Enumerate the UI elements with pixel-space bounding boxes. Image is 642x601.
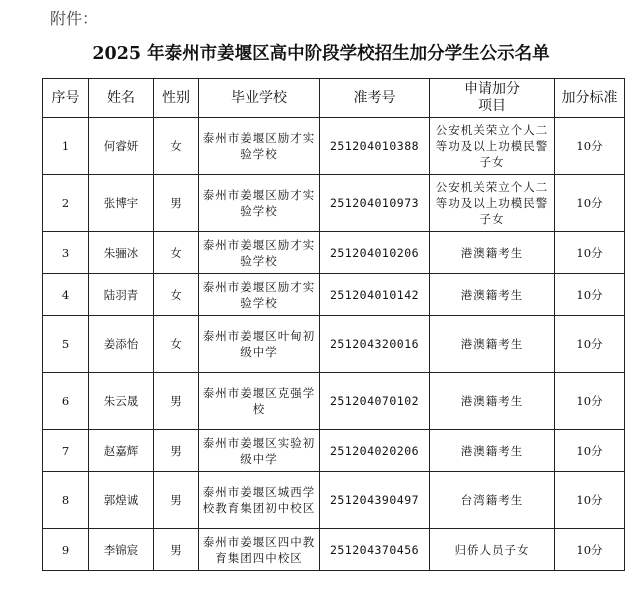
cell-gender: 男: [154, 175, 199, 232]
cell-school: 泰州市姜堰区四中教育集团四中校区: [199, 529, 320, 571]
cell-seq: 8: [43, 472, 89, 529]
cell-bonus: 10分: [555, 232, 625, 274]
cell-name: 李锦宸: [89, 529, 154, 571]
cell-seq: 6: [43, 373, 89, 430]
cell-exam-no: 251204320016: [320, 316, 430, 373]
cell-item: 港澳籍考生: [430, 232, 555, 274]
cell-seq: 1: [43, 118, 89, 175]
cell-name: 陆羽青: [89, 274, 154, 316]
cell-name: 何睿妍: [89, 118, 154, 175]
cell-seq: 3: [43, 232, 89, 274]
cell-item: 港澳籍考生: [430, 316, 555, 373]
cell-school: 泰州市姜堰区叶甸初级中学: [199, 316, 320, 373]
cell-item: 港澳籍考生: [430, 373, 555, 430]
cell-exam-no: 251204390497: [320, 472, 430, 529]
header-item: [430, 79, 555, 118]
cell-bonus: 10分: [555, 529, 625, 571]
cell-seq: 4: [43, 274, 89, 316]
table-row: [43, 373, 625, 430]
cell-exam-no: 251204010973: [320, 175, 430, 232]
table-row: [43, 118, 625, 175]
cell-seq: 5: [43, 316, 89, 373]
cell-school: 泰州市姜堰区克强学校: [199, 373, 320, 430]
cell-bonus: 10分: [555, 373, 625, 430]
cell-seq: 2: [43, 175, 89, 232]
cell-item: 公安机关荣立个人二等功及以上功模民警子女: [430, 175, 555, 232]
cell-exam-no: 251204370456: [320, 529, 430, 571]
cell-item: 归侨人员子女: [430, 529, 555, 571]
header-item-line2: 项目: [478, 98, 506, 114]
header-seq: 序号: [43, 79, 89, 118]
cell-gender: 女: [154, 316, 199, 373]
cell-name: 赵嘉辉: [89, 430, 154, 472]
header-exam-no: 准考号: [320, 79, 430, 118]
table-row: [43, 232, 625, 274]
page-title: 2025 年泰州市姜堰区高中阶段学校招生加分学生公示名单: [92, 44, 550, 64]
table-row: [43, 529, 625, 571]
table-row: [43, 175, 625, 232]
header-name: 姓名: [89, 79, 154, 118]
cell-gender: 男: [154, 373, 199, 430]
roster-table: [42, 78, 625, 571]
cell-name: 朱骊冰: [89, 232, 154, 274]
cell-school: 泰州市姜堰区励才实验学校: [199, 118, 320, 175]
attachment-label: 附件：: [50, 9, 99, 28]
table-row: [43, 430, 625, 472]
cell-item: 港澳籍考生: [430, 430, 555, 472]
cell-gender: 男: [154, 529, 199, 571]
header-school: 毕业学校: [199, 79, 320, 118]
cell-name: 姜添怡: [89, 316, 154, 373]
cell-gender: 女: [154, 232, 199, 274]
header-gender: 性别: [154, 79, 199, 118]
cell-gender: 女: [154, 118, 199, 175]
cell-school: 泰州市姜堰区励才实验学校: [199, 232, 320, 274]
table-row: [43, 316, 625, 373]
cell-name: 张博宇: [89, 175, 154, 232]
cell-exam-no: 251204020206: [320, 430, 430, 472]
cell-bonus: 10分: [555, 472, 625, 529]
cell-school: 泰州市姜堰区城西学校教育集团初中校区: [199, 472, 320, 529]
header-row: [43, 79, 625, 118]
cell-seq: 7: [43, 430, 89, 472]
cell-exam-no: 251204010206: [320, 232, 430, 274]
cell-bonus: 10分: [555, 118, 625, 175]
cell-bonus: 10分: [555, 316, 625, 373]
header-bonus: 加分标准: [555, 79, 625, 118]
cell-seq: 9: [43, 529, 89, 571]
cell-item: 公安机关荣立个人二等功及以上功模民警子女: [430, 118, 555, 175]
cell-bonus: 10分: [555, 274, 625, 316]
cell-gender: 男: [154, 472, 199, 529]
cell-school: 泰州市姜堰区励才实验学校: [199, 274, 320, 316]
cell-bonus: 10分: [555, 175, 625, 232]
header-item-line1: 申请加分: [464, 81, 520, 97]
cell-item: 港澳籍考生: [430, 274, 555, 316]
cell-item: 台湾籍考生: [430, 472, 555, 529]
roster-body: [43, 118, 625, 571]
cell-school: 泰州市姜堰区实验初级中学: [199, 430, 320, 472]
table-row: [43, 274, 625, 316]
cell-gender: 女: [154, 274, 199, 316]
cell-exam-no: 251204010388: [320, 118, 430, 175]
cell-exam-no: 251204070102: [320, 373, 430, 430]
table-row: [43, 472, 625, 529]
cell-name: 朱云晟: [89, 373, 154, 430]
cell-school: 泰州市姜堰区励才实验学校: [199, 175, 320, 232]
cell-bonus: 10分: [555, 430, 625, 472]
cell-name: 郭煌诚: [89, 472, 154, 529]
cell-exam-no: 251204010142: [320, 274, 430, 316]
cell-gender: 男: [154, 430, 199, 472]
